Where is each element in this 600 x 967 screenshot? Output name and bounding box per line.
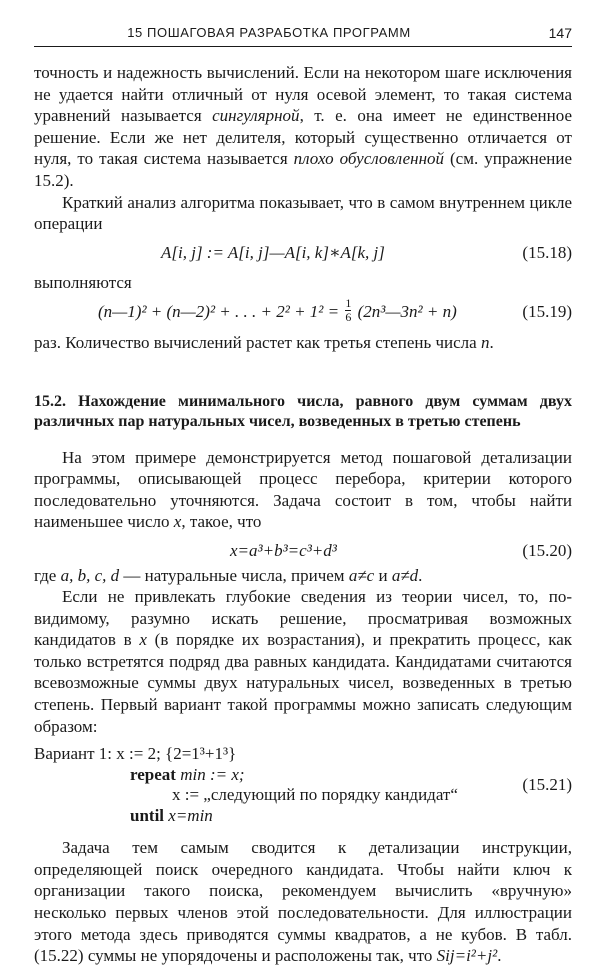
- book-page: [34, 0, 573, 966]
- paragraph-1: точность и надежность вычислений. Если на некотором шаге исключения не удается найти отличный от нуля осевой элемент, то такая система уравнений называется сингулярной, т. е. она имеет не единственное решение. Если же нет делителя, который существенно отличается от нуля, то такая система называется плохо обусловленной (см. упражнение 15.2).: [34, 63, 572, 190]
- paragraph-4: раз. Количество вычислений растет как третья степень числа n.: [34, 332, 494, 352]
- formula-15-19: [34, 296, 572, 326]
- chapter-title: 15 ПОШАГОВАЯ РАЗРАБОТКА ПРОГРАММ: [127, 25, 411, 40]
- paragraph-6: где a, b, c, d — натуральные числа, причем a≠c и a≠d.: [34, 565, 423, 585]
- paragraph-7: Если не привлекать глубокие сведения из теории чисел, то, по-видимому, разумно искать решение, просматривая возможных кандидатов в x (в порядке их возрастания), и прекратить процесс, как только встретятся подряд два равных кандидата. Кандидатами считаются всевозможные суммы двух натуральных чисел, возведенных в третью степень. Первый вариант такой программы можно записать следующим образом:: [34, 587, 573, 736]
- code-line-4: until x=min: [130, 806, 213, 826]
- formula-15-18: [34, 242, 572, 264]
- fraction-one-sixth: $\frac{1}{6}$: [345, 295, 352, 324]
- page-number: 147: [548, 25, 572, 41]
- term-ill-conditioned: плохо обусловленной: [293, 149, 445, 169]
- formula-15-20-number: (15.20): [522, 540, 572, 560]
- paragraph-5: На этом примере демонстрируется метод пошаговой детализации программы, описывающей процесс перебора, критерии которого последовательно уточняются. Задача состоит в том, чтобы найти наименьшее число x, такое, что: [34, 447, 572, 532]
- paragraph-2: Краткий анализ алгоритма показывает, что в самом внутреннем цикле операции: [34, 192, 572, 234]
- formula-15-19-number: (15.19): [522, 301, 572, 321]
- code-line-2: repeat min := x;: [130, 765, 245, 785]
- page-body: [34, 62, 572, 967]
- code-line-1: Вариант 1: x := 2; {2=1³+1³}: [34, 744, 237, 764]
- formula-15-18-expression: A[i, j] := A[i, j]—A[i, k]∗A[k, j]: [161, 242, 385, 262]
- formula-15-19-expression: (n—1)² + (n—2)² + . . . + 2² + 1² = $\frac{1}{6}$ (2n³—3n² + n): [98, 295, 457, 324]
- paragraph-8: Задача тем самым сводится к детализации инструкции, определяющей поиск очередного кандидата. Чтобы найти ключ к организации такого поиска, рекомендуем вычислить «вручную» несколько первых членов этой последовательности. Для иллюстрации этого метода здесь приводятся суммы квадратов, а не кубов. В табл. (15.22) суммы не упорядочены и расположены так, что Sij=i²+j².: [34, 838, 572, 966]
- code-15-21-number: (15.21): [522, 775, 572, 795]
- formula-15-18-number: (15.18): [522, 242, 572, 262]
- formula-15-20-expression: x=a³+b³=c³+d³: [230, 540, 337, 560]
- running-header: [34, 24, 572, 47]
- formula-15-20: [34, 540, 572, 562]
- code-line-3: x := „следующий по порядку кандидат“: [172, 785, 458, 805]
- code-15-21: [34, 739, 572, 827]
- paragraph-3: выполняются: [34, 273, 132, 293]
- term-singular: сингулярной: [212, 106, 300, 126]
- section-heading: 15.2. Нахождение минимального числа, равного двум суммам двух различных пар натуральных чисел, возведенных в третью степень: [34, 392, 572, 431]
- sum-formula: Sij=i²+j²: [436, 946, 498, 966]
